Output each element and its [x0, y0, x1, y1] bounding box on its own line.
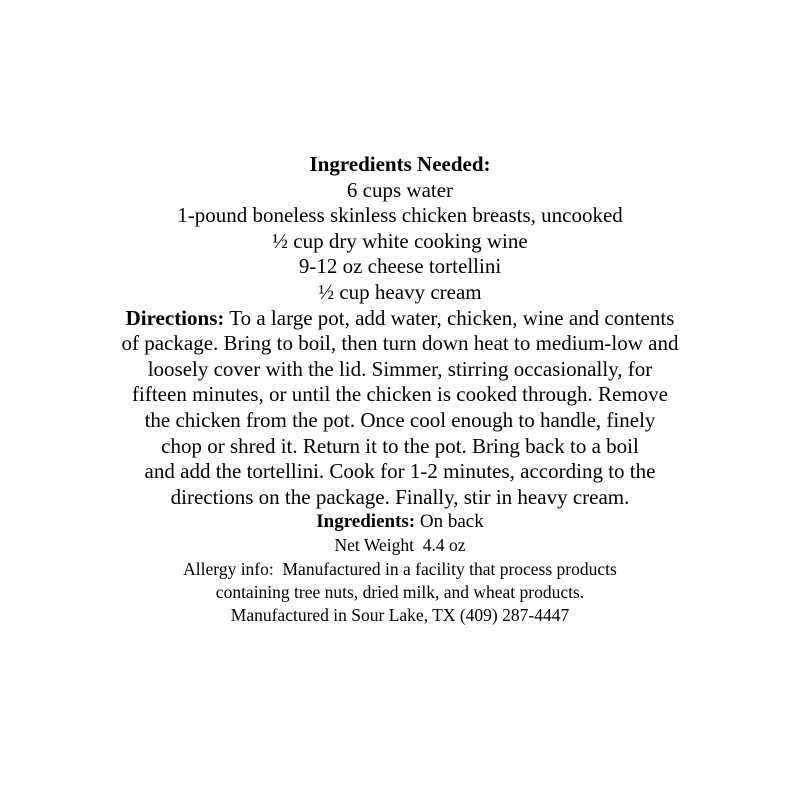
- directions-first-line: [0, 306, 800, 332]
- directions-text: of package. Bring to boil, then turn down heat to medium-low and: [121, 331, 679, 356]
- allergy-info: Allergy info: Manufactured in a facility that process products: [183, 558, 617, 579]
- manufacturer-info: Manufactured in Sour Lake, TX (409) 287-4447: [230, 604, 570, 625]
- directions-text: the chicken from the pot. Once cool enough to handle, finely: [144, 407, 656, 432]
- directions-heading: Directions:: [125, 305, 225, 330]
- ingredient-item: ½ cup dry white cooking wine: [272, 228, 528, 253]
- ingredient-item: 6 cups water: [346, 177, 454, 202]
- ingredients-needed-list: [0, 178, 800, 306]
- directions-text: directions on the package. Finally, stir in heavy cream.: [170, 484, 630, 509]
- ingredient-item: 9-12 oz cheese tortellini: [298, 254, 502, 279]
- directions-text: loosely cover with the lid. Simmer, stirring occasionally, for: [147, 356, 653, 381]
- ingredients-line: [0, 510, 800, 534]
- ingredients-heading: Ingredients:: [316, 511, 416, 533]
- product-label: [0, 152, 800, 627]
- net-weight: Net Weight 4.4 oz: [334, 535, 466, 556]
- directions-text: To a large pot, add water, chicken, wine and contents: [224, 305, 675, 330]
- allergy-info: containing tree nuts, dried milk, and wheat products.: [215, 581, 585, 602]
- ingredient-item: 1-pound boneless skinless chicken breasts, uncooked: [177, 203, 623, 228]
- ingredients-needed-heading: Ingredients Needed:: [309, 152, 491, 176]
- ingredient-item: ½ cup heavy cream: [318, 279, 482, 304]
- directions-block: [0, 306, 800, 511]
- directions-text: fifteen minutes, or until the chicken is cooked through. Remove: [132, 382, 668, 407]
- directions-text: chop or shred it. Return it to the pot. Bring back to a boil: [161, 433, 639, 458]
- ingredients-value: On back: [415, 511, 484, 533]
- directions-text: and add the tortellini. Cook for 1-2 minutes, according to the: [144, 459, 656, 484]
